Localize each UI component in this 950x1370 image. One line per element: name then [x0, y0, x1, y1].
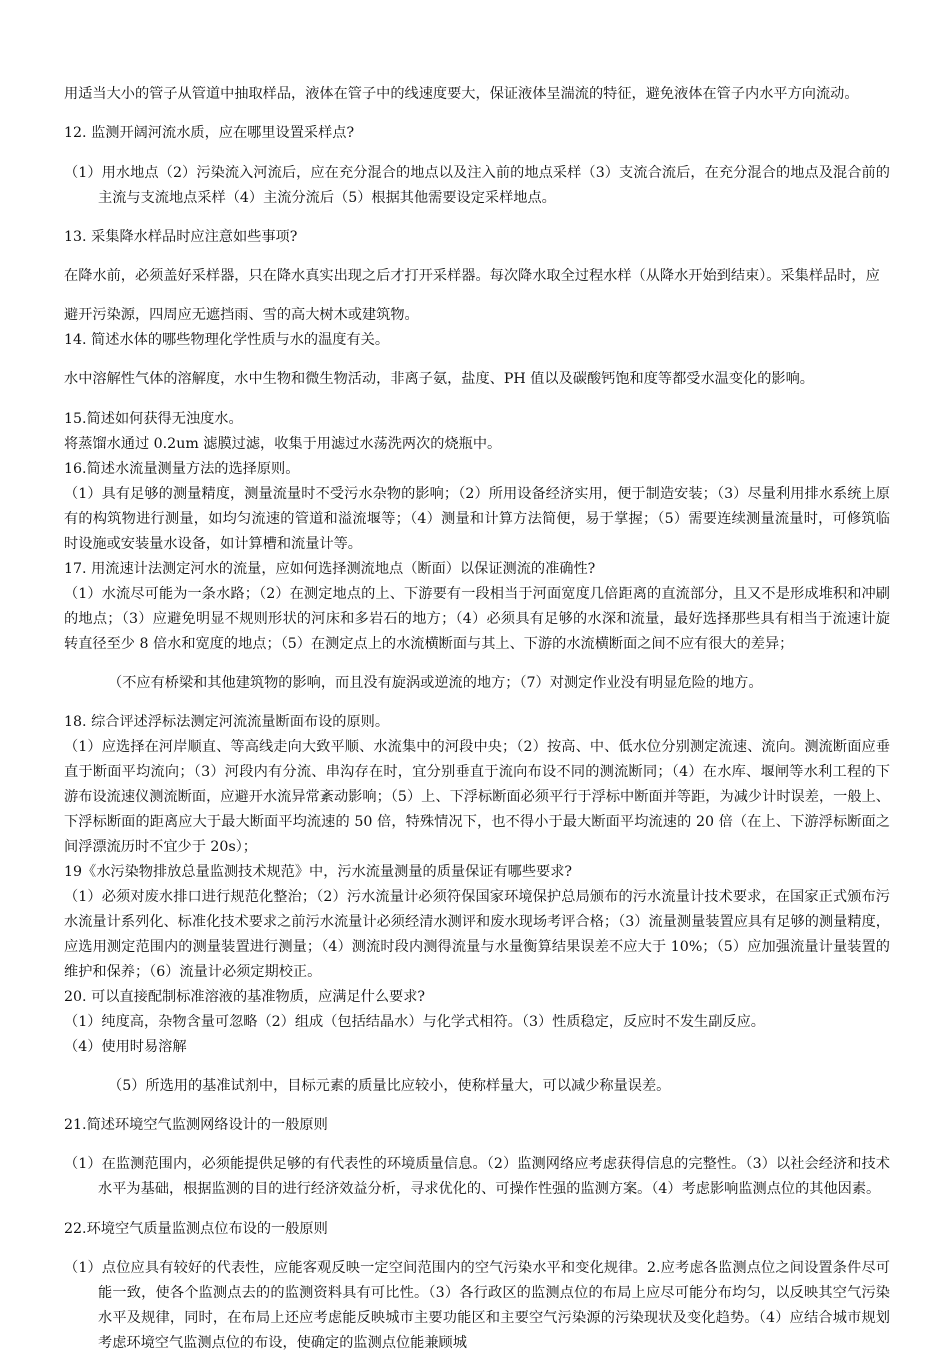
question-15: 15.简述如何获得无浊度水。 [64, 410, 243, 427]
answer-22: （1）点位应具有较好的代表性，应能客观反映一定空间范围内的空气污染水平和变化规律。2.应考虑各监测点位之间设置条件尽可能一致，使各个监测点去的的监测资料具有可比性。（3）各行政区的监测点位的布局上应尽可能分布均匀，以反映其空气污染水平及规律，同时，在布局上还应考虑能反映城市主要功能区和主要空气污染源的污染现状及变化趋势。（4）应结合城市规划考虑环境空气监测点位的布设，使确定的监测点位能兼顾城 [64, 1259, 890, 1351]
question-14: 14. 简述水体的哪些物理化学性质与水的温度有关。 [64, 332, 390, 349]
question-20: 20. 可以直接配制标准溶液的基准物质，应满足什么要求? [64, 988, 425, 1005]
answer-14: 水中溶解性气体的溶解度，水中生物和微生物活动，非离子氨，盐度、PH 值以及碳酸钙饱和度等都受水温变化的影响。 [64, 371, 814, 388]
question-21: 21.简述环境空气监测网络设计的一般原则 [64, 1117, 328, 1134]
question-18: 18. 综合评述浮标法测定河流流量断面布设的原则。 [64, 713, 390, 730]
answer-13-continued: 避开污染源，四周应无遮挡雨、雪的高大树木或建筑物。 [64, 307, 419, 324]
answer-18: （1）应选择在河岸顺直、等高线走向大致平顺、水流集中的河段中央；（2）按高、中、低水位分别测定流速、流向。测流断面应垂直于断面平均流向；（3）河段内有分流、串沟存在时，宜分别垂直于流向布设不同的测流断同；（4）在水库、堰闸等水利工程的下游布设流速仪测流断面，应避开水流异常紊动影响；（5）上、下浮标断面必须平行于浮标中断面并等距，为减少计时误差，一般上、下浮标断面的距离应大于最大断面平均流速的 50 倍，特殊情况下，也不得小于最大断面平均流速的 20 倍（在上、下游浮标断面之间浮漂流历时不宜少于 20s）； [64, 738, 890, 855]
answer-17-continued: （不应有桥梁和其他建筑物的影响，而且没有旋涡或逆流的地方；（7）对测定作业没有明显危险的地方。 [108, 674, 763, 691]
document-page [64, 68, 890, 1370]
answer-12: （1）用水地点（2）污染流入河流后，应在充分混合的地点以及注入前的地点采样（3）支流合流后，在充分混合的地点及混合前的主流与支流地点采样（4）主流分流后（5）根据其他需要设定采样地点。 [64, 164, 890, 206]
question-13: 13. 采集降水样品时应注意如些事项? [64, 228, 298, 245]
question-22: 22.环境空气质量监测点位布设的一般原则 [64, 1220, 328, 1237]
answer-16: （1）具有足够的测量精度，测量流量时不受污水杂物的影响；（2）所用设备经济实用，便于制造安装；（3）尽量利用排水系统上原有的构筑物进行测量，如均匀流速的管道和溢流堰等；（4）测量和计算方法简便，易于掌握；（5）需要连续测量流量时，可修筑临时设施或安装量水设备，如计算槽和流量计等。 [64, 485, 890, 552]
answer-19: （1）必须对废水排口进行规范化整治；（2）污水流量计必须符保国家环境保护总局颁布的污水流量计技术要求，在国家正式颁布污水流量计系列化、标准化技术要求之前污水流量计必须经清水测评和废水现场考评合格；（3）流量测量装置应具有足够的测量精度，应选用测定范围内的测量装置进行测量；（4）测流时段内测得流量与水量衡算结果误差不应大于 10%；（5）应加强流量计量装置的维护和保养；（6）流量计必须定期校正。 [64, 888, 890, 980]
question-16: 16.简述水流量测量方法的选择原则。 [64, 460, 300, 477]
question-17: 17. 用流速计法测定河水的流量，应如何选择测流地点（断面）以保证测流的准确性? [64, 560, 596, 577]
question-19: 19《水污染物排放总量监测技术规范》中，污水流量测量的质量保证有哪些要求? [64, 863, 573, 880]
answer-21: （1）在监测范围内，必须能提供足够的有代表性的环境质量信息。（2）监测网络应考虑获得信息的完整性。（3）以社会经济和技术水平为基础，根据监测的目的进行经济效益分析，寻求优化的、可操作性强的监测方案。（4）考虑影响监测点位的其他因素。 [64, 1156, 890, 1198]
answer-20-item-4: （4）使用时易溶解 [64, 1038, 187, 1055]
answer-13: 在降水前，必须盖好采样器，只在降水真实出现之后才打开采样器。每次降水取全过程水样（从降水开始到结束）。采集样品时，应 [64, 267, 880, 284]
answer-20-item-5: （5）所选用的基准试剂中，目标元素的质量比应较小，使称样量大，可以减少称量误差。 [108, 1078, 671, 1095]
answer-17: （1）水流尽可能为一条水路；（2）在测定地点的上、下游要有一段相当于河面宽度几倍距离的直流部分，且又不是形成堆积和冲刷的地点；（3）应避免明显不规则形状的河床和多岩石的地方；（4）必须具有足够的水深和流量，最好选择那些具有相当于流速计旋转直径至少 8 倍水和宽度的地点；（5）在测定点上的水流横断面与其上、下游的水流横断面之间不应有很大的差异； [64, 585, 890, 652]
answer-20: （1）纯度高，杂物含量可忽略（2）组成（包括结晶水）与化学式相符。（3）性质稳定，反应时不发生副反应。 [64, 1013, 765, 1030]
question-12: 12. 监测开阔河流水质，应在哪里设置采样点? [64, 125, 355, 142]
answer-15: 将蒸馏水通过 0.2um 滤膜过滤，收集于用滤过水荡洗两次的烧瓶中。 [64, 435, 502, 452]
answer-text: 用适当大小的管子从管道中抽取样品，液体在管子中的线速度要大，保证液体呈湍流的特征，避免液体在管子内水平方向流动。 [64, 86, 859, 103]
